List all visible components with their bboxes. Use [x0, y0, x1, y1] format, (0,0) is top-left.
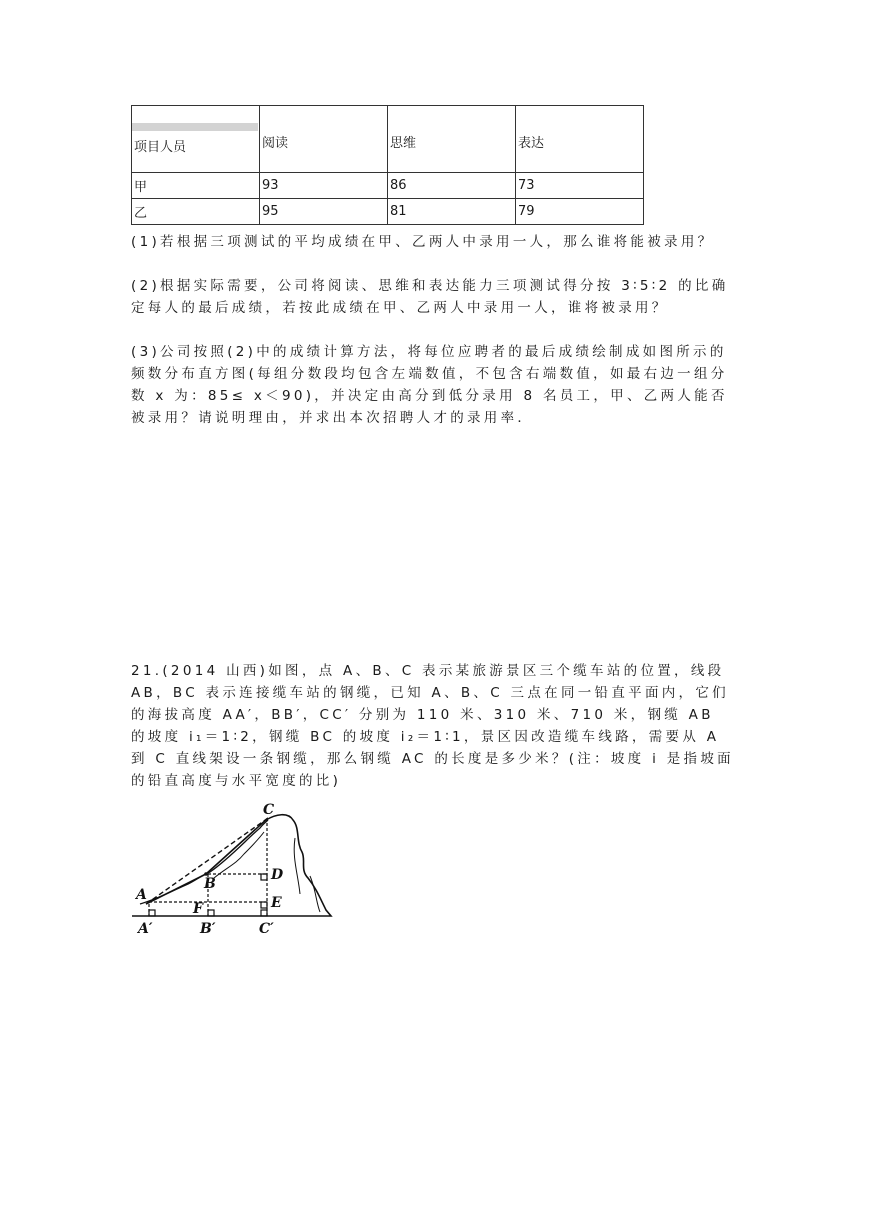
table-cell: 81: [388, 199, 516, 225]
question-1: (1)若根据三项测试的平均成绩在甲、乙两人中录用一人，那么谁将能被录用？: [131, 234, 715, 250]
header-cell: [388, 106, 516, 173]
problem-21-text: 21.(2014 山西)如图，点 A、B、C 表示某旅游景区三个缆车站的位置，线段 AB，BC 表示连接缆车站的钢缆，已知 A、B、C 三点在同一铅直平面内，它们的海拔高度 AA′，BB′，CC′ 分别为 110 米、310 米、710 米，钢缆 AB 的坡度 i₁＝1∶2，钢缆 BC 的坡度 i₂＝1∶1，景区因改造缆车线路，需要从 A 到 C 直线架设一条钢缆，那么钢缆 AC 的长度是多少米？(注：坡度 i 是指坡面的铅直高度与水平宽度的比): [131, 663, 734, 789]
header-text: 表达: [518, 136, 545, 151]
table-row: [132, 199, 644, 225]
header-cell: [516, 106, 644, 173]
right-angle-mark: [208, 910, 214, 916]
header-text: 项目人员: [134, 140, 187, 155]
mountain-crag: [294, 838, 320, 912]
table-cell: 95: [260, 199, 388, 225]
table-row: [132, 173, 644, 199]
label-A-prime: A′: [138, 921, 153, 937]
cable-car-diagram: [130, 798, 345, 938]
header-shade-bar: [132, 123, 258, 131]
table-cell: 93: [260, 173, 388, 199]
cable-BC: [206, 818, 268, 874]
label-B: B: [204, 876, 216, 892]
table-cell: 乙: [132, 199, 260, 225]
question-3: (3)公司按照(2)中的成绩计算方法，将每位应聘者的最后成绩绘制成如图所示的频数分布直方图(每组分数段均包含左端数值，不包含右端数值，如最右边一组分数 x 为：85≤ x＜90)，并决定由高分到低分录用 8 名员工，甲、乙两人能否被录用？请说明理由，并求出本次招聘人才的录用率．: [131, 344, 728, 426]
question-2: (2)根据实际需要，公司将阅读、思维和表达能力三项测试得分按 3∶5∶2 的比确定每人的最后成绩，若按此成绩在甲、乙两人中录用一人，谁将被录用？: [131, 278, 729, 316]
label-D: D: [271, 867, 284, 883]
right-angle-mark: [261, 910, 267, 916]
label-E: E: [271, 895, 282, 911]
right-angle-mark: [261, 874, 267, 880]
header-text: 思维: [390, 136, 417, 151]
header-cell: [260, 106, 388, 173]
table-cell: 73: [516, 173, 644, 199]
label-F: F: [193, 901, 203, 917]
table-cell: 79: [516, 199, 644, 225]
table-cell: 甲: [132, 173, 260, 199]
header-cell: [132, 106, 260, 173]
header-text: 阅读: [262, 136, 289, 151]
right-angle-mark: [149, 910, 155, 916]
label-C: C: [263, 802, 275, 818]
table-cell: 86: [388, 173, 516, 199]
label-B-prime: B′: [200, 921, 216, 937]
label-C-prime: C′: [259, 921, 274, 937]
cable-AB: [146, 874, 206, 904]
table-header-row: [132, 106, 644, 173]
score-table: [131, 105, 644, 225]
label-A: A: [136, 887, 147, 903]
right-angle-mark: [261, 902, 267, 908]
